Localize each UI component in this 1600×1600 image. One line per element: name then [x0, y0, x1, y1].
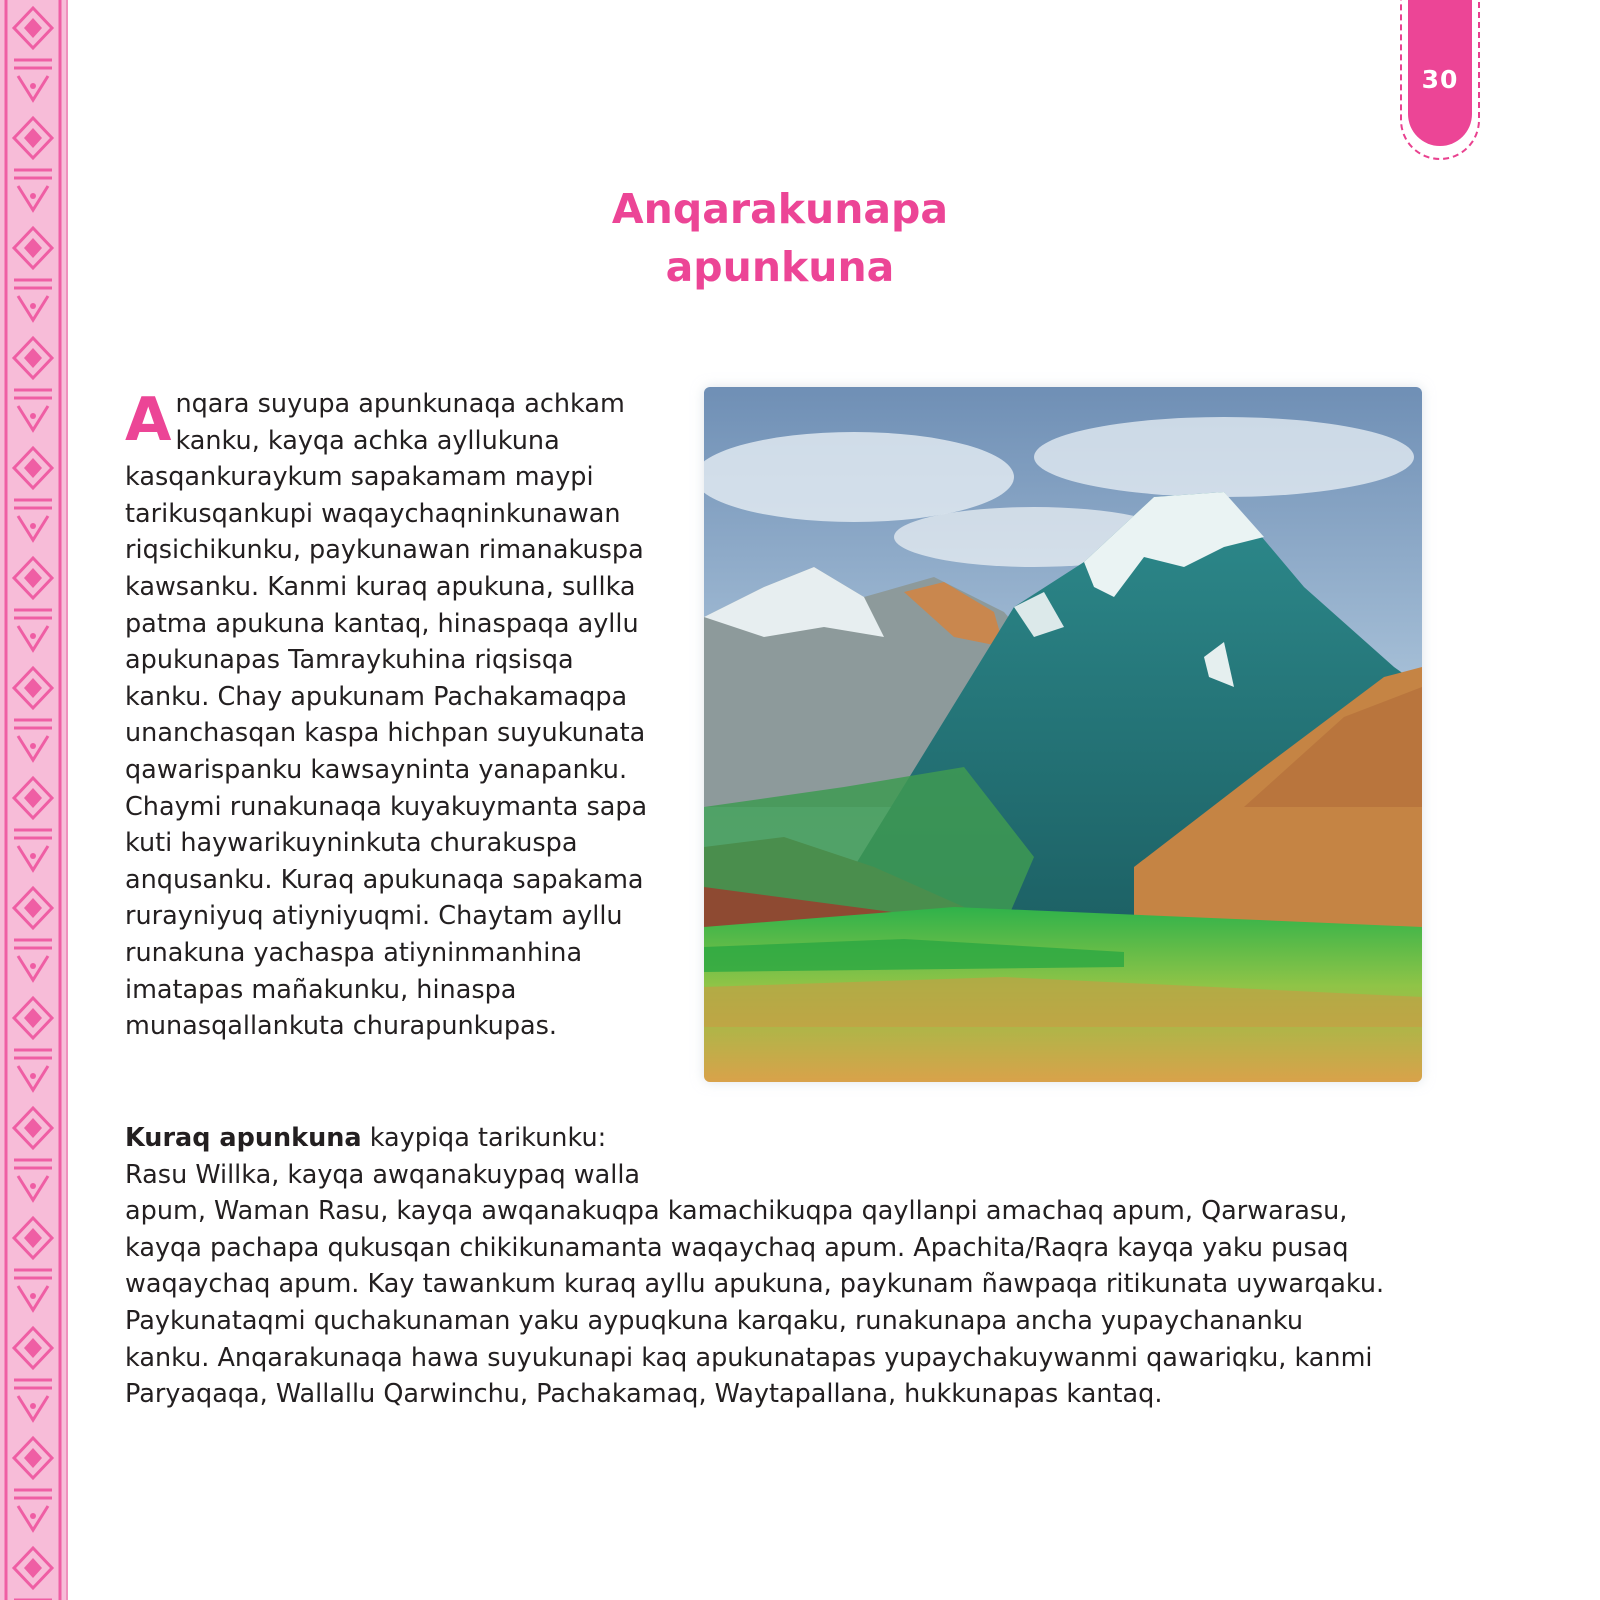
intro-paragraph	[125, 386, 665, 1045]
text-line: Paykunataqmi quchakunaman yaku aypuqkuna karqaku, runakunapa ancha yupaychananku	[125, 1305, 1303, 1336]
text-line: kayqa pachapa qukusqan chikikunamanta waqaychaq apum. Apachita/Raqra kayqa yaku pusaq	[125, 1232, 1349, 1263]
lead-rest: kaypiqa tarikunku:	[361, 1123, 607, 1153]
text-line: waqaychaq apum. Kay tawankum kuraq ayllu apukuna, paykunam ñawpaqa ritikunata uywarqaku.	[125, 1269, 1385, 1300]
title-line-1: Anqarakunapa	[611, 185, 949, 233]
page-number-tab	[1400, 0, 1480, 160]
bold-lead: Kuraq apunkuna	[125, 1123, 362, 1153]
title-line-2: apunkuna	[665, 243, 895, 291]
intro-paragraph-text: nqara suyupa apunkunaqa achkam kanku, kayqa achka ayllukuna kasqankuraykum sapakamam maypi tarikusqankupi waqaychaqninkunawan riqsichikunku, paykunawan rimanakuspa kawsanku. Kanmi kuraq apukuna, sullka patma apukuna kantaq, hinaspaqa ayllu apukunapas Tamraykuhina riqsisqa kanku. Chay apukunam Pachakamaqpa unanchasqan kaspa hichpan suyukunata qawarispanku kawsayninta yanapanku. Chaymi runakunaqa kuyakuymanta sapa kuti haywarikuyninkuta churakuspa anqusanku. Kuraq apukunaqa sapakama rurayniyuq atiyniyuqmi. Chaytam ayllu runakuna yachaspa atiyninmanhina imatapas mañakunku, hinaspa munasqallankuta churapunkupas.	[125, 389, 648, 1042]
text-line: kanku. Anqarakunaqa hawa suyukunapi kaq apukunatapas yupaychakuywanmi qawariqku, kanmi	[125, 1342, 1373, 1373]
mountain-illustration	[704, 387, 1422, 1082]
text-line: Paryaqaqa, Wallallu Qarwinchu, Pachakamaq, Waytapallana, hukkunapas kantaq.	[125, 1379, 1163, 1410]
main-apus-paragraph	[125, 1120, 1425, 1413]
text-line: Rasu Willka, kayqa awqanakuypaq walla	[125, 1159, 641, 1190]
mountain-landscape-image	[704, 387, 1422, 1082]
page-number: 30	[1421, 65, 1459, 94]
page-title	[560, 180, 1000, 296]
text-line: apum, Waman Rasu, kayqa awqanakuqpa kamachikuqpa qayllanpi amachaq apum, Qarwarasu,	[125, 1196, 1348, 1227]
decorative-border	[0, 0, 68, 1600]
drop-cap: A	[125, 385, 172, 455]
andean-pattern-icon	[0, 0, 66, 1600]
text-line	[125, 1120, 1425, 1157]
